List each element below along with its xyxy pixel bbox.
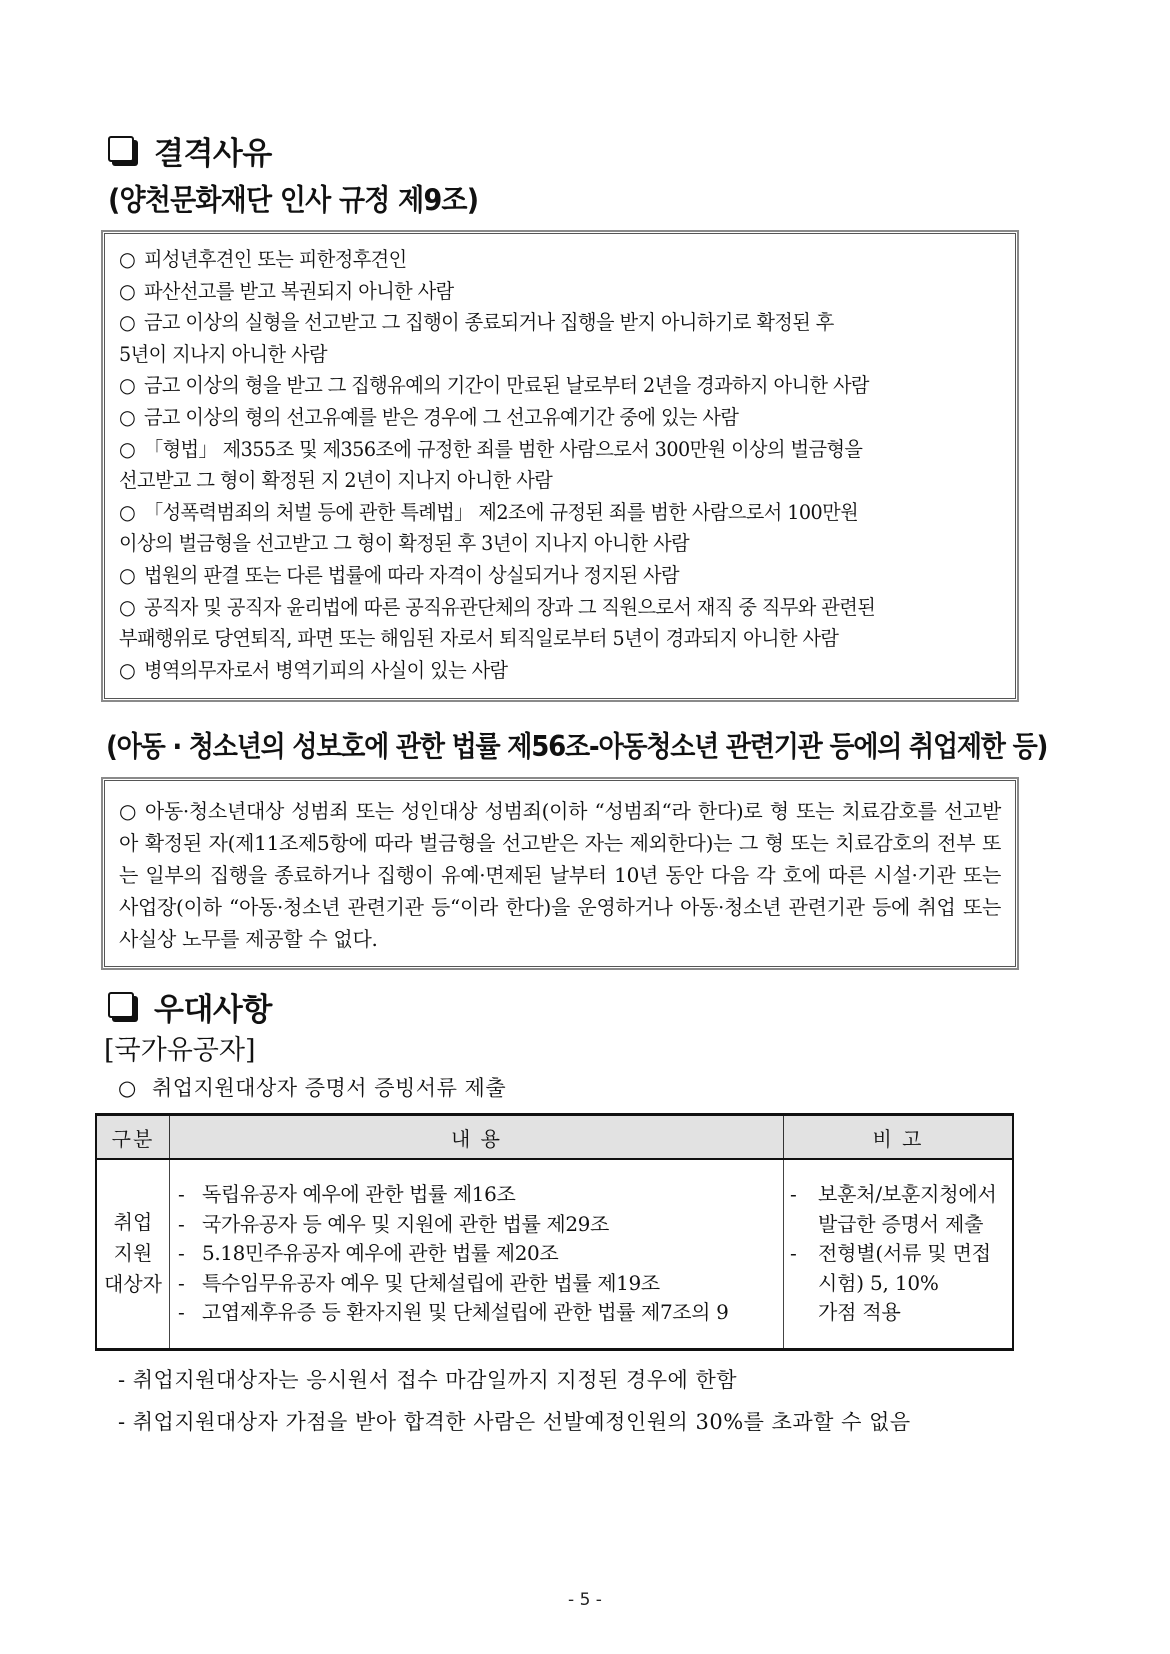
list-item-text: 파산선고를 받고 복권되지 아니한 사람 (143, 278, 454, 303)
category-line: 대상자 (104, 1272, 162, 1297)
disqualification-box (101, 230, 1019, 702)
list-item-text: 「성폭력범죄의 처벌 등에 관한 특례법」 제2조에 규정된 죄를 범한 사람으로서 100만원 (143, 499, 859, 524)
list-item-text: 법원의 판결 또는 다른 법률에 따라 자격이 상실되거나 정지된 사람 (143, 562, 679, 587)
list-item (119, 402, 981, 434)
list-item-text: 공직자 및 공직자 윤리법에 따른 공직유관단체의 장과 그 직원으로서 재직 중 직무와 관련된 (143, 594, 876, 619)
list-item (119, 244, 981, 276)
list-item (119, 370, 981, 402)
list-item-continuation: 부패행위로 당연퇴직, 파면 또는 해임된 자로서 퇴직일로부터 5년이 경과되지 아니한 사람 (119, 626, 839, 651)
note-line (790, 1180, 1006, 1210)
disqualification-list (119, 244, 1017, 686)
list-item (119, 434, 981, 466)
bullet-circle: ○ (119, 594, 136, 619)
note-line (790, 1210, 1006, 1240)
law-reference-text: 독립유공자 예우에 관한 법률 제16조 (202, 1182, 516, 1206)
list-item-continuation: 5년이 지나지 아니한 사람 (119, 341, 327, 366)
list-item-continuation: 이상의 벌금형을 선고받고 그 형이 확정된 후 3년이 지나지 아니한 사람 (119, 531, 690, 556)
note-text: 가점 적용 (818, 1300, 901, 1324)
youth-law-text: 아동·청소년대상 성범죄 또는 성인대상 성범죄(이하 “성범죄“라 한다)로 형 또는 치료감호를 선고받아 확정된 자(제11조제5항에 따라 벌금형을 선고받은 자는 제외한다)는 그 형 또는 치료감호의 전부 또는 일부의 집행을 종료하거나 집행이 유예·면제된 날부터 10년 동안 다음 각 호에 따른 시설·기관 또는 사업장(이하 “아동·청소년 관련기관 등“이라 한다)을 운영하거나 아동·청소년 관련기관 등에 취업 또는 사실상 노무를 제공할 수 없다. (119, 799, 1001, 951)
list-item (119, 497, 981, 529)
section-heading-preference (108, 984, 272, 1029)
header-content: 내 용 (170, 1115, 784, 1160)
law-reference-text: 고엽제후유증 등 환자지원 및 단체설립에 관한 법률 제7조의 9 (202, 1300, 729, 1324)
list-item (119, 339, 981, 371)
law-reference (178, 1298, 775, 1328)
header-category: 구분 (96, 1115, 170, 1160)
category-line: 지원 (113, 1241, 153, 1266)
list-item-text: 금고 이상의 형을 받고 그 집행유예의 기간이 만료된 날로부터 2년을 경과하지 아니한 사람 (143, 373, 869, 398)
note-line (790, 1298, 1006, 1328)
checkbox-square-icon (108, 136, 134, 162)
law-reference (178, 1239, 775, 1269)
table-header-row (96, 1115, 1013, 1160)
youth-law-paragraph (119, 795, 1001, 955)
note-line (790, 1269, 1006, 1299)
bullet-circle: ○ (119, 404, 136, 429)
bullet-circle: ○ (119, 436, 136, 461)
law-reference (178, 1210, 775, 1240)
bullet-circle: ○ (119, 310, 136, 335)
list-item-text: 금고 이상의 실형을 선고받고 그 집행이 종료되거나 집행을 받지 아니하기로 확정된 후 (143, 310, 834, 335)
section-title: 결격사유 (154, 136, 272, 172)
list-item (119, 592, 981, 624)
header-note: 비 고 (784, 1115, 1014, 1160)
list-item-text: 「형법」 제355조 및 제356조에 규정한 죄를 범한 사람으로서 300만원 이상의 벌금형을 (143, 436, 863, 461)
table-row (96, 1159, 1013, 1349)
law-reference (178, 1180, 775, 1210)
list-item (119, 307, 981, 339)
list-item (119, 560, 981, 592)
list-item (119, 528, 981, 560)
list-item (119, 276, 981, 308)
bullet-circle: ○ (119, 278, 136, 303)
section-title: 우대사항 (154, 992, 272, 1028)
note-text: 발급한 증명서 제출 (818, 1211, 984, 1236)
dash-marker: - (178, 1241, 185, 1265)
bullet-circle: ○ (119, 499, 136, 524)
list-item-text: 금고 이상의 형의 선고유예를 받은 경우에 그 선고유예기간 중에 있는 사람 (143, 404, 739, 429)
note-line (790, 1239, 1006, 1269)
dash-marker: - (178, 1270, 185, 1295)
dash-marker: - (178, 1211, 185, 1236)
section-heading-disqualification (108, 128, 272, 173)
bullet-circle: ○ (118, 1076, 137, 1100)
list-item (119, 623, 981, 655)
list-item (119, 465, 981, 497)
section-subtitle-veterans: [국가유공자] (104, 1035, 256, 1066)
law-reference-text: 국가유공자 등 예우 및 지원에 관한 법률 제29조 (202, 1211, 609, 1236)
section-subtitle-regulation: (양천문화재단 인사 규정 제9조) (108, 183, 479, 218)
youth-law-box (101, 777, 1019, 970)
law-reference-text: 특수임무유공자 예우 및 단체설립에 관한 법률 제19조 (202, 1270, 660, 1295)
checkbox-square-icon (108, 992, 134, 1018)
list-item-continuation: 선고받고 그 형이 확정된 지 2년이 지나지 아니한 사람 (119, 468, 553, 493)
page-number: - 5 - (568, 1590, 602, 1610)
note-cell (784, 1159, 1014, 1349)
category-cell (96, 1159, 170, 1349)
note-text: 보훈처/보훈지청에서 (818, 1182, 997, 1206)
law-reference-text: 5.18민주유공자 예우에 관한 법률 제20조 (202, 1241, 559, 1265)
section-subtitle-youth-law: (아동 · 청소년의 성보호에 관한 법률 제56조-아동청소년 관련기관 등에의 취업제한 등) (106, 730, 1048, 764)
list-item (119, 655, 981, 687)
content-cell (170, 1159, 784, 1349)
bullet-circle: ○ (119, 373, 136, 398)
law-reference (178, 1269, 775, 1299)
bullet-circle: ○ (119, 562, 136, 587)
footnote-2: - 취업지원대상자 가점을 받아 합격한 사람은 선발예정인원의 30%를 초과할 수 없음 (118, 1410, 911, 1434)
category-line: 취업 (113, 1210, 153, 1235)
intro-text: 취업지원대상자 증명서 증빙서류 제출 (152, 1076, 507, 1100)
bullet-circle: ○ (119, 799, 138, 823)
intro-line (118, 1072, 506, 1102)
bullet-circle: ○ (119, 657, 136, 682)
dash-marker: - (178, 1182, 185, 1206)
note-text: 전형별(서류 및 면접 (818, 1241, 991, 1265)
list-item-text: 병역의무자로서 병역기피의 사실이 있는 사람 (143, 657, 508, 682)
preference-table (95, 1113, 1014, 1351)
dash-marker: - (178, 1300, 185, 1324)
bullet-circle: ○ (119, 247, 136, 271)
footnote-1: - 취업지원대상자는 응시원서 접수 마감일까지 지정된 경우에 한함 (118, 1368, 738, 1392)
dash-marker: - (790, 1182, 797, 1206)
list-item-text: 피성년후견인 또는 피한정후견인 (143, 247, 407, 271)
dash-marker: - (790, 1241, 797, 1265)
note-text: 시험) 5, 10% (818, 1270, 939, 1295)
